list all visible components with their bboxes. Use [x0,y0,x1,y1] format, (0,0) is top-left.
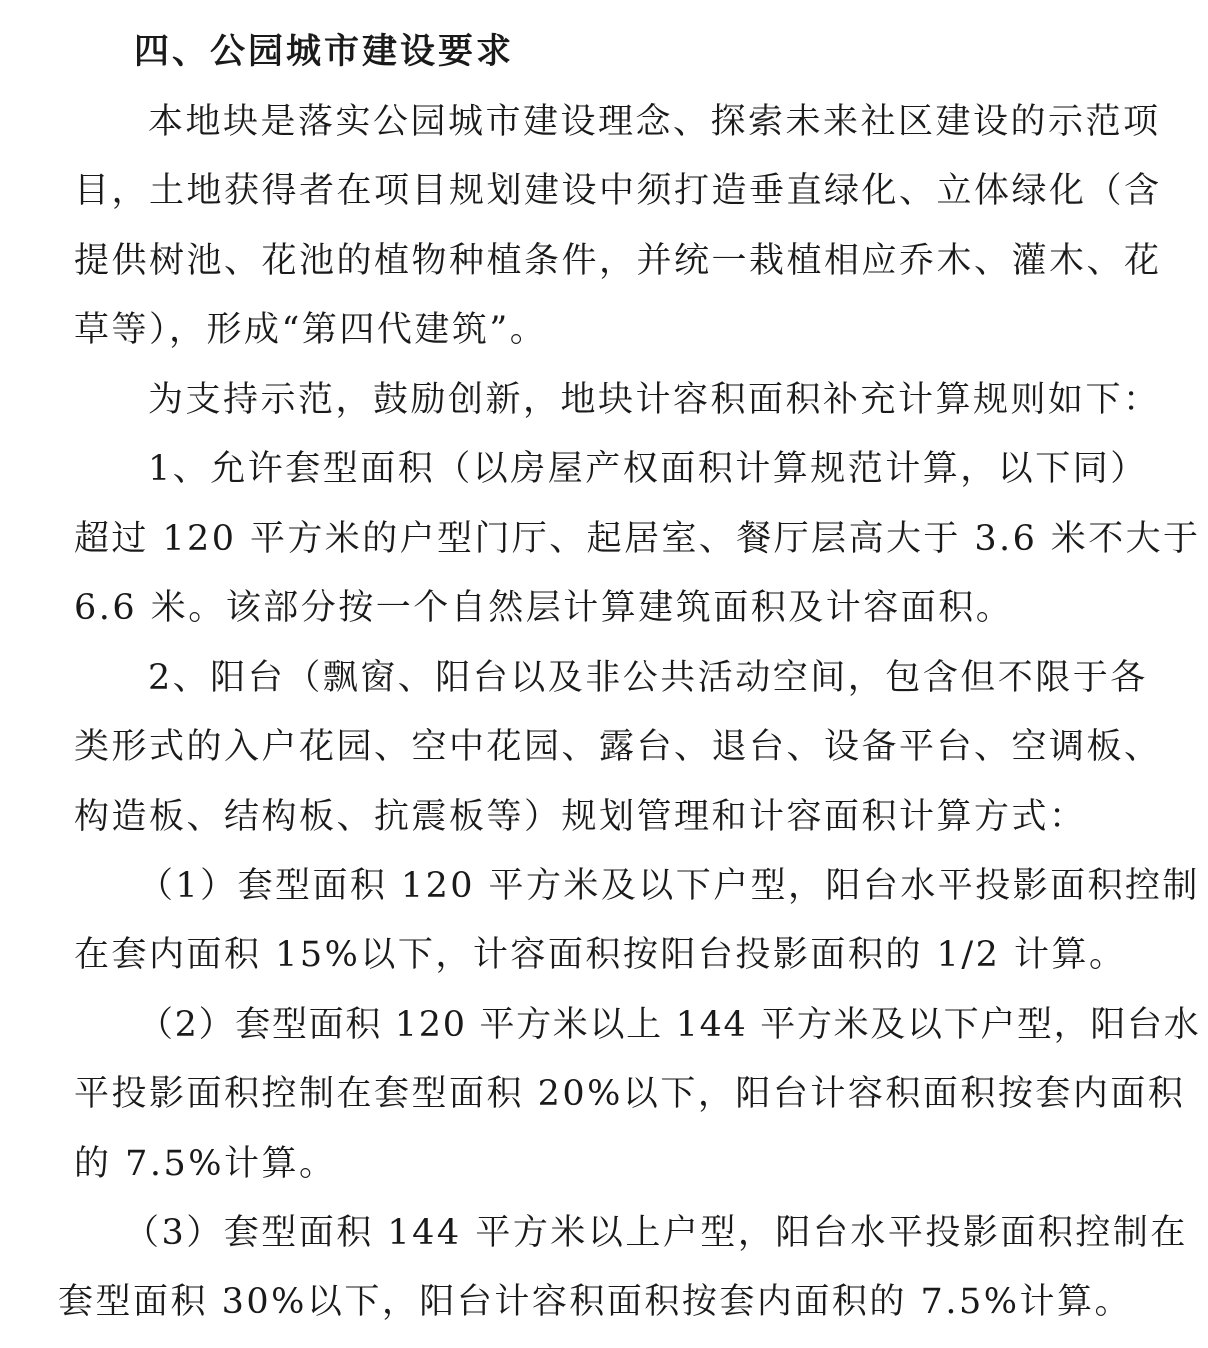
paragraph-1-line-4: 草等），形成“第四代建筑”。 [74,310,548,350]
rule-2-item-3-line-1: （3）套型面积 144 平方米以上户型，阳台水平投影面积控制在 [124,1213,1188,1253]
rule-2-line-3: 构造板、结构板、抗震板等）规划管理和计容面积计算方式： [74,797,1087,837]
section-heading: 四、公园城市建设要求 [134,32,515,72]
rule-2-item-3-line-2: 套型面积 30%以下，阳台计容积面积按套内面积的 7.5%计算。 [58,1282,1132,1322]
paragraph-1-line-1: 本地块是落实公园城市建设理念、探索未来社区建设的示范项 [148,102,1161,142]
rule-2-line-2: 类形式的入户花园、空中花园、露台、退台、设备平台、空调板、 [74,727,1162,767]
rule-2-item-2-line-3: 的 7.5%计算。 [74,1144,337,1184]
rule-2-item-2-line-1: （2）套型面积 120 平方米以上 144 平方米及以下户型，阳台水 [138,1005,1201,1045]
paragraph-2-line-1: 为支持示范，鼓励创新，地块计容积面积补充计算规则如下： [148,380,1161,420]
paragraph-1-line-2: 目，土地获得者在项目规划建设中须打造垂直绿化、立体绿化（含 [74,171,1162,211]
rule-2-item-1-line-2: 在套内面积 15%以下，计容面积按阳台投影面积的 1/2 计算。 [74,935,1127,975]
rule-2-item-1-line-1: （1）套型面积 120 平方米及以下户型，阳台水平投影面积控制 [138,866,1200,906]
rule-1-line-1: 1、允许套型面积（以房屋产权面积计算规范计算，以下同） [148,449,1148,489]
rule-2-line-1: 2、阳台（飘窗、阳台以及非公共活动空间，包含但不限于各 [148,658,1148,698]
paragraph-1-line-3: 提供树池、花池的植物种植条件，并统一栽植相应乔木、灌木、花 [74,241,1162,281]
rule-1-line-3: 6.6 米。该部分按一个自然层计算建筑面积及计容面积。 [74,588,1014,628]
rule-2-item-2-line-2: 平投影面积控制在套型面积 20%以下，阳台计容积面积按套内面积 [74,1074,1186,1114]
rule-1-line-2: 超过 120 平方米的户型门厅、起居室、餐厅层高大于 3.6 米不大于 [74,519,1201,559]
